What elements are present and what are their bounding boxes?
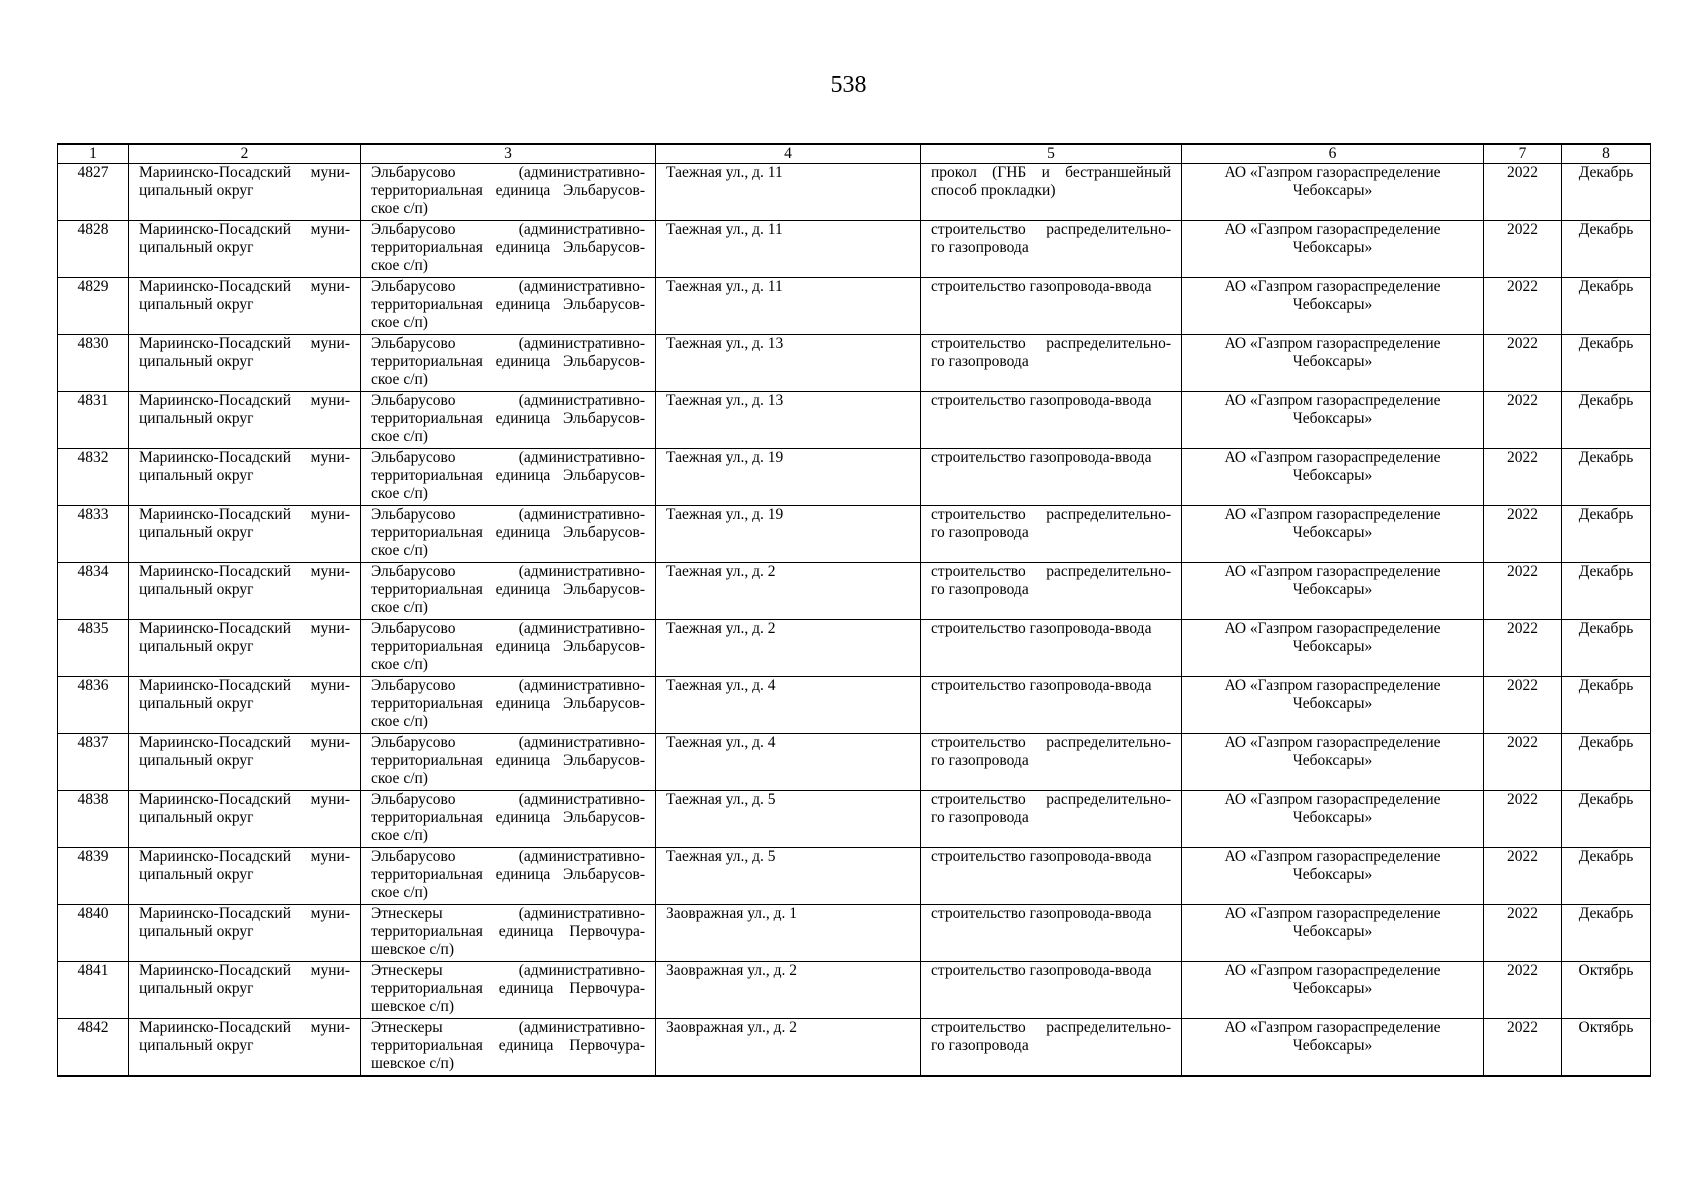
- work-type-cell-line: строительство газопровода-ввода: [931, 449, 1152, 466]
- header-row: [58, 144, 1651, 164]
- work-type-cell: [921, 791, 1182, 848]
- locality-cell-line: ское с/п): [371, 827, 428, 844]
- work-type-cell-line: го газопровода: [931, 752, 1029, 769]
- locality-cell-line: ское с/п): [371, 770, 428, 787]
- row-number: 4833: [58, 506, 129, 563]
- district-cell-line: Мариинско-Посадский муни-: [139, 677, 350, 694]
- month-cell: Декабрь: [1562, 221, 1651, 278]
- locality-cell-line: территориальная единица Первочура-: [371, 980, 645, 997]
- address-cell: Таежная ул., д. 19: [656, 506, 921, 563]
- district-cell-line: Мариинско-Посадский муни-: [139, 335, 350, 352]
- column-header: 1: [58, 144, 129, 164]
- locality-cell-line: шевское с/п): [371, 998, 455, 1015]
- locality-cell-line: ское с/п): [371, 428, 428, 445]
- work-type-cell: [921, 164, 1182, 221]
- work-type-cell: [921, 905, 1182, 962]
- locality-cell-line: ское с/п): [371, 599, 428, 616]
- locality-cell-line: территориальная единица Эльбарусов-: [371, 695, 645, 712]
- district-cell-line: ципальный округ: [139, 638, 254, 655]
- month-cell: Декабрь: [1562, 506, 1651, 563]
- locality-cell-line: Этнескеры (административно-: [371, 905, 645, 922]
- locality-cell-line: территориальная единица Эльбарусов-: [371, 239, 645, 256]
- row-number: 4841: [58, 962, 129, 1019]
- district-cell-line: ципальный округ: [139, 695, 254, 712]
- year-cell: 2022: [1484, 392, 1562, 449]
- locality-cell-line: территориальная единица Эльбарусов-: [371, 467, 645, 484]
- month-cell: Декабрь: [1562, 278, 1651, 335]
- locality-cell: [361, 392, 656, 449]
- locality-cell-line: Этнескеры (административно-: [371, 962, 645, 979]
- district-cell: [129, 1019, 361, 1076]
- district-cell-line: Мариинско-Посадский муни-: [139, 164, 350, 181]
- district-cell-line: Мариинско-Посадский муни-: [139, 506, 350, 523]
- district-cell: [129, 392, 361, 449]
- locality-cell-line: Этнескеры (административно-: [371, 1019, 645, 1036]
- address-cell: Таежная ул., д. 11: [656, 221, 921, 278]
- month-cell: Декабрь: [1562, 620, 1651, 677]
- locality-cell: [361, 677, 656, 734]
- locality-cell-line: ское с/п): [371, 257, 428, 274]
- district-cell: [129, 734, 361, 791]
- district-cell-line: ципальный округ: [139, 866, 254, 883]
- row-number: 4832: [58, 449, 129, 506]
- work-type-cell-line: прокол (ГНБ и бестраншейный: [931, 164, 1171, 181]
- locality-cell-line: территориальная единица Эльбарусов-: [371, 866, 645, 883]
- district-cell-line: ципальный округ: [139, 296, 254, 313]
- work-type-cell-line: строительство газопровода-ввода: [931, 962, 1152, 979]
- organization-cell: АО «Газпром газораспределение Чебоксары»: [1182, 278, 1484, 335]
- organization-cell: АО «Газпром газораспределение Чебоксары»: [1182, 221, 1484, 278]
- locality-cell-line: территориальная единица Эльбарусов-: [371, 809, 645, 826]
- column-header: 2: [129, 144, 361, 164]
- row-number: 4834: [58, 563, 129, 620]
- locality-cell-line: Эльбарусово (административно-: [371, 335, 645, 352]
- district-cell-line: Мариинско-Посадский муни-: [139, 563, 350, 580]
- district-cell: [129, 221, 361, 278]
- locality-cell-line: территориальная единица Первочура-: [371, 1037, 645, 1054]
- organization-cell: АО «Газпром газораспределение Чебоксары»: [1182, 1019, 1484, 1076]
- locality-cell-line: ское с/п): [371, 371, 428, 388]
- row-number: 4830: [58, 335, 129, 392]
- locality-cell: [361, 563, 656, 620]
- month-cell: Декабрь: [1562, 335, 1651, 392]
- row-number: 4828: [58, 221, 129, 278]
- locality-cell-line: территориальная единица Эльбарусов-: [371, 353, 645, 370]
- year-cell: 2022: [1484, 848, 1562, 905]
- locality-cell: [361, 791, 656, 848]
- year-cell: 2022: [1484, 563, 1562, 620]
- district-cell-line: Мариинско-Посадский муни-: [139, 734, 350, 751]
- district-cell-line: Мариинско-Посадский муни-: [139, 1019, 350, 1036]
- row-number: 4827: [58, 164, 129, 221]
- locality-cell-line: шевское с/п): [371, 1055, 455, 1072]
- locality-cell: [361, 335, 656, 392]
- organization-cell: АО «Газпром газораспределение Чебоксары»: [1182, 848, 1484, 905]
- locality-cell-line: ское с/п): [371, 542, 428, 559]
- year-cell: 2022: [1484, 449, 1562, 506]
- work-type-cell-line: строительство газопровода-ввода: [931, 905, 1152, 922]
- year-cell: 2022: [1484, 278, 1562, 335]
- address-cell: Таежная ул., д. 19: [656, 449, 921, 506]
- locality-cell: [361, 848, 656, 905]
- work-type-cell: [921, 449, 1182, 506]
- organization-cell: АО «Газпром газораспределение Чебоксары»: [1182, 164, 1484, 221]
- work-type-cell-line: го газопровода: [931, 524, 1029, 541]
- locality-cell-line: Эльбарусово (административно-: [371, 449, 645, 466]
- table-row: [58, 221, 1651, 278]
- locality-cell-line: ское с/п): [371, 713, 428, 730]
- year-cell: 2022: [1484, 962, 1562, 1019]
- locality-cell-line: ское с/п): [371, 884, 428, 901]
- locality-cell-line: Эльбарусово (административно-: [371, 164, 645, 181]
- work-type-cell: [921, 677, 1182, 734]
- work-type-cell: [921, 962, 1182, 1019]
- page-number: 538: [830, 72, 867, 98]
- table-row: [58, 1019, 1651, 1076]
- work-type-cell-line: го газопровода: [931, 1037, 1029, 1054]
- district-cell-line: Мариинско-Посадский муни-: [139, 392, 350, 409]
- locality-cell-line: территориальная единица Эльбарусов-: [371, 182, 645, 199]
- work-type-cell-line: строительство распределительно-: [931, 791, 1171, 808]
- locality-cell-line: территориальная единица Эльбарусов-: [371, 524, 645, 541]
- work-type-cell-line: способ прокладки): [931, 182, 1056, 199]
- work-type-cell: [921, 392, 1182, 449]
- month-cell: Октябрь: [1562, 962, 1651, 1019]
- month-cell: Декабрь: [1562, 563, 1651, 620]
- year-cell: 2022: [1484, 221, 1562, 278]
- month-cell: Декабрь: [1562, 791, 1651, 848]
- year-cell: 2022: [1484, 734, 1562, 791]
- work-type-cell-line: строительство распределительно-: [931, 734, 1171, 751]
- locality-cell-line: территориальная единица Эльбарусов-: [371, 581, 645, 598]
- district-cell-line: Мариинско-Посадский муни-: [139, 278, 350, 295]
- district-cell-line: ципальный округ: [139, 581, 254, 598]
- table-row: [58, 905, 1651, 962]
- work-type-cell-line: строительство распределительно-: [931, 563, 1171, 580]
- table-row: [58, 620, 1651, 677]
- district-cell-line: Мариинско-Посадский муни-: [139, 848, 350, 865]
- row-number: 4837: [58, 734, 129, 791]
- locality-cell-line: Эльбарусово (административно-: [371, 221, 645, 238]
- work-type-cell-line: строительство газопровода-ввода: [931, 278, 1152, 295]
- address-cell: Таежная ул., д. 5: [656, 791, 921, 848]
- district-cell: [129, 620, 361, 677]
- district-cell: [129, 449, 361, 506]
- year-cell: 2022: [1484, 677, 1562, 734]
- district-cell-line: ципальный округ: [139, 752, 254, 769]
- table-row: [58, 791, 1651, 848]
- locality-cell: [361, 1019, 656, 1076]
- work-type-cell: [921, 335, 1182, 392]
- locality-cell-line: шевское с/п): [371, 941, 455, 958]
- work-type-cell: [921, 620, 1182, 677]
- row-number: 4838: [58, 791, 129, 848]
- work-type-cell-line: го газопровода: [931, 809, 1029, 826]
- district-cell-line: Мариинско-Посадский муни-: [139, 791, 350, 808]
- address-cell: Таежная ул., д. 11: [656, 164, 921, 221]
- month-cell: Декабрь: [1562, 392, 1651, 449]
- row-number: 4829: [58, 278, 129, 335]
- address-cell: Заовражная ул., д. 2: [656, 1019, 921, 1076]
- work-type-cell-line: строительство распределительно-: [931, 506, 1171, 523]
- district-cell-line: ципальный округ: [139, 524, 254, 541]
- month-cell: Декабрь: [1562, 677, 1651, 734]
- month-cell: Декабрь: [1562, 449, 1651, 506]
- address-cell: Таежная ул., д. 4: [656, 677, 921, 734]
- locality-cell-line: территориальная единица Эльбарусов-: [371, 296, 645, 313]
- year-cell: 2022: [1484, 506, 1562, 563]
- locality-cell-line: Эльбарусово (административно-: [371, 563, 645, 580]
- year-cell: 2022: [1484, 1019, 1562, 1076]
- locality-cell: [361, 506, 656, 563]
- locality-cell-line: ское с/п): [371, 314, 428, 331]
- work-type-cell-line: строительство газопровода-ввода: [931, 620, 1152, 637]
- table-body: [58, 164, 1651, 1076]
- row-number: 4840: [58, 905, 129, 962]
- table-row: [58, 962, 1651, 1019]
- work-type-cell-line: строительство распределительно-: [931, 1019, 1171, 1036]
- month-cell: Декабрь: [1562, 164, 1651, 221]
- month-cell: Октябрь: [1562, 1019, 1651, 1076]
- table-row: [58, 563, 1651, 620]
- district-cell-line: Мариинско-Посадский муни-: [139, 620, 350, 637]
- locality-cell-line: Эльбарусово (административно-: [371, 677, 645, 694]
- locality-cell-line: ское с/п): [371, 485, 428, 502]
- locality-cell-line: Эльбарусово (административно-: [371, 734, 645, 751]
- district-cell: [129, 905, 361, 962]
- locality-cell: [361, 734, 656, 791]
- address-cell: Заовражная ул., д. 1: [656, 905, 921, 962]
- row-number: 4836: [58, 677, 129, 734]
- district-cell: [129, 962, 361, 1019]
- organization-cell: АО «Газпром газораспределение Чебоксары»: [1182, 962, 1484, 1019]
- locality-cell-line: Эльбарусово (административно-: [371, 392, 645, 409]
- district-cell: [129, 335, 361, 392]
- locality-cell-line: ское с/п): [371, 200, 428, 217]
- district-cell-line: Мариинско-Посадский муни-: [139, 905, 350, 922]
- column-header: 4: [656, 144, 921, 164]
- organization-cell: АО «Газпром газораспределение Чебоксары»: [1182, 392, 1484, 449]
- year-cell: 2022: [1484, 335, 1562, 392]
- locality-cell-line: ское с/п): [371, 656, 428, 673]
- district-cell-line: Мариинско-Посадский муни-: [139, 962, 350, 979]
- month-cell: Декабрь: [1562, 905, 1651, 962]
- organization-cell: АО «Газпром газораспределение Чебоксары»: [1182, 335, 1484, 392]
- table-row: [58, 848, 1651, 905]
- locality-cell: [361, 164, 656, 221]
- row-number: 4831: [58, 392, 129, 449]
- year-cell: 2022: [1484, 791, 1562, 848]
- locality-cell-line: Эльбарусово (административно-: [371, 791, 645, 808]
- work-type-cell-line: го газопровода: [931, 353, 1029, 370]
- work-type-cell-line: го газопровода: [931, 581, 1029, 598]
- column-header: 6: [1182, 144, 1484, 164]
- locality-cell: [361, 449, 656, 506]
- table-row: [58, 677, 1651, 734]
- organization-cell: АО «Газпром газораспределение Чебоксары»: [1182, 905, 1484, 962]
- table-row: [58, 734, 1651, 791]
- row-number: 4839: [58, 848, 129, 905]
- district-cell-line: ципальный округ: [139, 467, 254, 484]
- work-type-cell-line: го газопровода: [931, 239, 1029, 256]
- address-cell: Таежная ул., д. 2: [656, 563, 921, 620]
- address-cell: Таежная ул., д. 13: [656, 335, 921, 392]
- district-cell-line: ципальный округ: [139, 410, 254, 427]
- locality-cell: [361, 221, 656, 278]
- row-number: 4835: [58, 620, 129, 677]
- district-cell: [129, 563, 361, 620]
- district-cell-line: ципальный округ: [139, 239, 254, 256]
- locality-cell-line: Эльбарусово (административно-: [371, 620, 645, 637]
- work-type-cell-line: строительство газопровода-ввода: [931, 392, 1152, 409]
- table-header: [58, 144, 1651, 164]
- work-type-cell: [921, 278, 1182, 335]
- locality-cell-line: территориальная единица Эльбарусов-: [371, 410, 645, 427]
- year-cell: 2022: [1484, 905, 1562, 962]
- district-cell-line: Мариинско-Посадский муни-: [139, 449, 350, 466]
- district-cell-line: ципальный округ: [139, 1037, 254, 1054]
- year-cell: 2022: [1484, 164, 1562, 221]
- district-cell-line: ципальный округ: [139, 980, 254, 997]
- table-row: [58, 164, 1651, 221]
- work-type-cell: [921, 506, 1182, 563]
- column-header: 8: [1562, 144, 1651, 164]
- work-type-cell: [921, 848, 1182, 905]
- district-cell-line: ципальный округ: [139, 923, 254, 940]
- table-row: [58, 335, 1651, 392]
- district-cell: [129, 677, 361, 734]
- table-row: [58, 278, 1651, 335]
- work-type-cell-line: строительство газопровода-ввода: [931, 677, 1152, 694]
- organization-cell: АО «Газпром газораспределение Чебоксары»: [1182, 563, 1484, 620]
- district-cell: [129, 791, 361, 848]
- address-cell: Заовражная ул., д. 2: [656, 962, 921, 1019]
- column-header: 5: [921, 144, 1182, 164]
- year-cell: 2022: [1484, 620, 1562, 677]
- district-cell: [129, 164, 361, 221]
- address-cell: Таежная ул., д. 4: [656, 734, 921, 791]
- district-cell-line: ципальный округ: [139, 182, 254, 199]
- organization-cell: АО «Газпром газораспределение Чебоксары»: [1182, 449, 1484, 506]
- data-table: [57, 143, 1651, 1077]
- work-type-cell: [921, 221, 1182, 278]
- organization-cell: АО «Газпром газораспределение Чебоксары»: [1182, 677, 1484, 734]
- address-cell: Таежная ул., д. 13: [656, 392, 921, 449]
- organization-cell: АО «Газпром газораспределение Чебоксары»: [1182, 506, 1484, 563]
- table-row: [58, 506, 1651, 563]
- locality-cell: [361, 905, 656, 962]
- district-cell-line: ципальный округ: [139, 353, 254, 370]
- month-cell: Декабрь: [1562, 734, 1651, 791]
- work-type-cell-line: строительство распределительно-: [931, 335, 1171, 352]
- column-header: 3: [361, 144, 656, 164]
- locality-cell-line: территориальная единица Эльбарусов-: [371, 752, 645, 769]
- work-type-cell: [921, 563, 1182, 620]
- district-cell: [129, 848, 361, 905]
- locality-cell: [361, 620, 656, 677]
- work-type-cell: [921, 734, 1182, 791]
- locality-cell-line: Эльбарусово (административно-: [371, 506, 645, 523]
- column-header: 7: [1484, 144, 1562, 164]
- locality-cell-line: территориальная единица Эльбарусов-: [371, 638, 645, 655]
- address-cell: Таежная ул., д. 5: [656, 848, 921, 905]
- row-number: 4842: [58, 1019, 129, 1076]
- locality-cell: [361, 962, 656, 1019]
- address-cell: Таежная ул., д. 11: [656, 278, 921, 335]
- work-type-cell-line: строительство газопровода-ввода: [931, 848, 1152, 865]
- address-cell: Таежная ул., д. 2: [656, 620, 921, 677]
- table-row: [58, 449, 1651, 506]
- district-cell: [129, 278, 361, 335]
- table-row: [58, 392, 1651, 449]
- locality-cell-line: Эльбарусово (административно-: [371, 278, 645, 295]
- district-cell-line: Мариинско-Посадский муни-: [139, 221, 350, 238]
- month-cell: Декабрь: [1562, 848, 1651, 905]
- organization-cell: АО «Газпром газораспределение Чебоксары»: [1182, 620, 1484, 677]
- organization-cell: АО «Газпром газораспределение Чебоксары»: [1182, 791, 1484, 848]
- locality-cell-line: Эльбарусово (административно-: [371, 848, 645, 865]
- locality-cell-line: территориальная единица Первочура-: [371, 923, 645, 940]
- district-cell-line: ципальный округ: [139, 809, 254, 826]
- district-cell: [129, 506, 361, 563]
- work-type-cell: [921, 1019, 1182, 1076]
- locality-cell: [361, 278, 656, 335]
- organization-cell: АО «Газпром газораспределение Чебоксары»: [1182, 734, 1484, 791]
- work-type-cell-line: строительство распределительно-: [931, 221, 1171, 238]
